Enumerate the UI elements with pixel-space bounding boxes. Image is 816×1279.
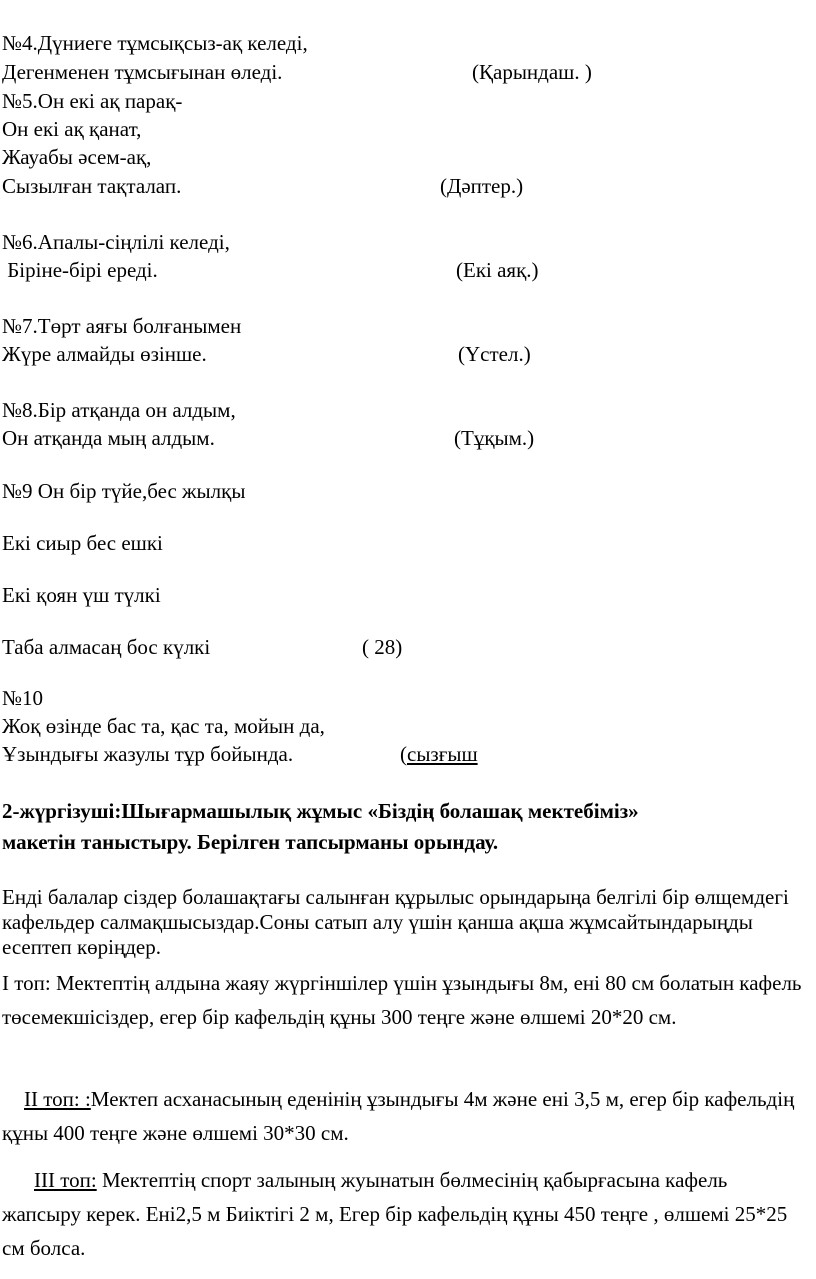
- group-3-paragraph: [2, 1163, 807, 1265]
- riddle-5-line-2: Он екі ақ қанат,: [2, 117, 142, 141]
- riddle-7-line-1: №7.Төрт аяғы болғанымен: [2, 314, 242, 338]
- riddle-6-answer: (Екі аяқ.): [456, 258, 539, 282]
- group-2-label: ІІ топ: :: [24, 1087, 91, 1111]
- riddle-7-line-2: Жүре алмайды өзінше.: [2, 342, 207, 366]
- riddle-5-line-4: Сызылған тақталап.: [2, 174, 182, 198]
- riddle-9-line-4: Таба алмасаң бос күлкі: [2, 635, 211, 659]
- group-2-paragraph: [2, 1082, 807, 1150]
- section-heading-line-1: 2-жүргізуші:Шығармашылық жұмыс «Біздің болашақ мектебіміз»: [2, 799, 639, 823]
- riddle-5-answer: (Дәптер.): [440, 174, 524, 198]
- riddle-4-line-2: Дегенменен тұмсығынан өледі.: [2, 60, 283, 84]
- riddle-4-line-1: №4.Дүниеге тұмсықсыз-ақ келеді,: [2, 31, 308, 55]
- group-1-paragraph: І топ: Мектептің алдына жаяу жүргіншілер үшін ұзындығы 8м, ені 80 см болатын кафель төсемекшісіздер, егер бір кафельдің құны 300 теңге және өлшемі 20*20 см.: [2, 971, 802, 1029]
- riddle-8-answer: (Тұқым.): [454, 426, 535, 450]
- riddle-7-answer: (Үстел.): [458, 342, 531, 366]
- section-heading-line-2: макетін таныстыру. Берілген тапсырманы орындау.: [2, 830, 499, 854]
- riddle-8-line-2: Он атқанда мың алдым.: [2, 426, 215, 450]
- intro-paragraph: Енді балалар сіздер болашақтағы салынған құрылыс орындарыңа белгілі бір өлщемдегі кафельдер салмақшысыздар.Соны сатып алу үшін қанша ақша жұмсайтындарыңды есептеп көріңдер.: [2, 885, 789, 960]
- group-2-text: Мектеп асханасының еденінің ұзындығы 4м және ені 3,5 м, егер бір кафельдің құны 400 теңге және өлшемі 30*30 см.: [2, 1087, 795, 1145]
- riddle-9-line-3: Екі қоян үш түлкі: [2, 583, 161, 607]
- riddle-9-line-1: №9 Он бір түйе,бес жылқы: [2, 479, 246, 503]
- riddle-8-line-1: №8.Бір атқанда он алдым,: [2, 398, 236, 422]
- riddle-6-line-2: Біріне-бірі ереді.: [2, 258, 158, 282]
- group-3-label: ІІІ топ:: [34, 1168, 97, 1192]
- group-3-text: Мектептің спорт залының жуынатын бөлмесінің қабырғасына кафель жапсыру керек. Ені2,5 м Биіктігі 2 м, Егер бір кафельдің құны 450 теңге , өлшемі 25*25 см болса.: [2, 1168, 788, 1260]
- riddle-10-answer-word: сызғыш: [407, 742, 478, 766]
- riddle-10-line-2: Жоқ өзінде бас та, қас та, мойын да,: [2, 714, 325, 738]
- riddle-10-answer: [400, 742, 478, 767]
- riddle-9-line-2: Екі сиыр бес ешкі: [2, 531, 163, 555]
- riddle-10-line-3: Ұзындығы жазулы тұр бойында.: [2, 742, 294, 766]
- riddle-5-line-3: Жауабы әсем-ақ,: [2, 145, 152, 169]
- riddle-9-answer: ( 28): [362, 635, 403, 659]
- riddle-10-answer-paren: (: [400, 742, 407, 766]
- riddle-5-line-1: №5.Он екі ақ парақ-: [2, 89, 183, 113]
- riddle-10-line-1: №10: [2, 686, 44, 710]
- riddle-4-answer: (Қарындаш. ): [472, 60, 592, 84]
- riddle-6-line-1: №6.Апалы-сіңлілі келеді,: [2, 230, 230, 254]
